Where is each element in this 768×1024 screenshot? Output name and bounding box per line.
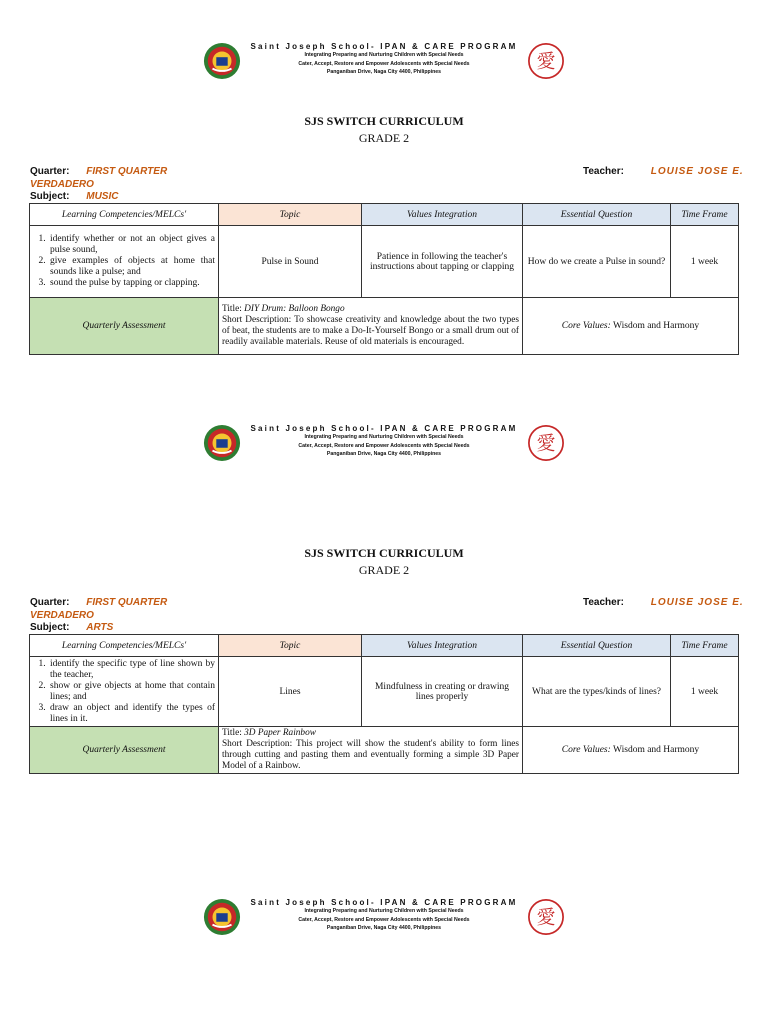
header-line-1: Integrating Preparing and Nurturing Children with Special Needs	[304, 908, 464, 914]
teacher-name: LOUISE JOSE E.	[650, 166, 744, 177]
question-cell: How do we create a Pulse in sound?	[523, 226, 671, 298]
curriculum-table	[29, 203, 739, 355]
header-line-1: Integrating Preparing and Nurturing Children with Special Needs	[304, 434, 464, 440]
teacher-row	[583, 597, 744, 608]
table-header-row	[30, 204, 739, 226]
competency-item: 2. give examples of objects at home that sounds like a pulse; and	[48, 256, 215, 278]
subject-value: MUSIC	[86, 191, 119, 202]
question-cell: What are the types/kinds of lines?	[523, 657, 671, 727]
header-text	[250, 424, 518, 459]
grade-label: GRADE 2	[358, 131, 410, 145]
curriculum-table	[29, 634, 739, 774]
program-seal-logo	[527, 424, 565, 462]
competency-item: 1. identify whether or not an object gives a pulse sound,	[48, 234, 215, 256]
assessment-title: 3D Paper Rainbow	[244, 728, 316, 738]
teacher-surname: VERDADERO	[30, 179, 94, 190]
assessment-title-label: Title:	[222, 304, 242, 314]
header-text	[250, 42, 518, 77]
subject-label: Subject:	[30, 191, 70, 202]
assessment-cell	[219, 727, 523, 774]
col-header-values: Values Integration	[362, 204, 523, 226]
school-name: Saint Joseph School- IPAN & CARE PROGRAM	[250, 42, 518, 51]
school-header	[0, 424, 768, 484]
assessment-cell	[219, 298, 523, 355]
topic-cell: Lines	[219, 657, 362, 727]
header-line-2: Cater, Accept, Restore and Empower Adolescents with Special Needs	[298, 916, 470, 923]
competency-item: 3. sound the pulse by tapping or clapping.	[48, 278, 215, 289]
quarter-row	[30, 597, 167, 608]
curriculum-title: SJS SWITCH CURRICULUM	[304, 546, 464, 560]
svg-text:愛: 愛	[536, 906, 556, 929]
school-header	[0, 898, 768, 958]
core-values-value: Wisdom and Harmony	[613, 745, 700, 755]
col-header-competencies: Learning Competencies/MELCs'	[30, 635, 219, 657]
program-seal-logo	[527, 898, 565, 936]
competencies-cell	[30, 226, 219, 298]
core-values-value: Wisdom and Harmony	[613, 321, 700, 331]
teacher-label: Teacher:	[583, 597, 624, 608]
subject-value: ARTS	[86, 622, 114, 633]
quarter-value: FIRST QUARTER	[86, 597, 168, 608]
school-header	[0, 42, 768, 102]
quarter-row	[30, 166, 167, 177]
short-description-label: Short Description:	[222, 315, 292, 325]
school-seal-logo	[203, 424, 241, 462]
header-line-1: Integrating Preparing and Nurturing Children with Special Needs	[304, 52, 464, 58]
header-line-3: Panganiban Drive, Naga City 4400, Philippines	[326, 451, 442, 457]
teacher-name: LOUISE JOSE E.	[650, 597, 744, 608]
competency-item: 3. draw an object and identify the types of lines in it.	[48, 703, 215, 725]
competency-item: 2. show or give objects at home that contain lines; and	[48, 681, 215, 703]
time-cell: 1 week	[671, 226, 739, 298]
header-line-3: Panganiban Drive, Naga City 4400, Philippines	[326, 69, 442, 75]
core-values-cell	[523, 298, 739, 355]
assessment-title: DIY Drum: Balloon Bongo	[244, 304, 345, 314]
table-row	[30, 657, 739, 727]
core-values-cell	[523, 727, 739, 774]
quarter-label: Quarter:	[30, 597, 70, 608]
header-text	[250, 898, 518, 933]
assessment-row	[30, 298, 739, 355]
school-name: Saint Joseph School- IPAN & CARE PROGRAM	[250, 424, 518, 433]
core-values-label: Core Values:	[561, 745, 611, 755]
header-line-2: Cater, Accept, Restore and Empower Adolescents with Special Needs	[298, 60, 470, 67]
values-cell: Mindfulness in creating or drawing lines properly	[362, 657, 523, 727]
table-header-row	[30, 635, 739, 657]
time-cell: 1 week	[671, 657, 739, 727]
quarterly-assessment-label: Quarterly Assessment	[30, 298, 219, 355]
col-header-question: Essential Question	[523, 204, 671, 226]
col-header-competencies: Learning Competencies/MELCs'	[30, 204, 219, 226]
assessment-title-label: Title:	[222, 728, 242, 738]
school-name: Saint Joseph School- IPAN & CARE PROGRAM	[250, 898, 518, 907]
assessment-description: This project will show the student's ability to form lines through cutting and pasting them and eventually forming a simple 3D Paper Model of a Rainbow.	[222, 739, 520, 771]
header-line-3: Panganiban Drive, Naga City 4400, Philippines	[326, 925, 442, 931]
quarterly-assessment-label: Quarterly Assessment	[30, 727, 219, 774]
competency-item: 1. identify the specific type of line shown by the teacher,	[48, 659, 215, 681]
col-header-topic: Topic	[219, 204, 362, 226]
teacher-row	[583, 166, 744, 177]
quarter-label: Quarter:	[30, 166, 70, 177]
short-description-label: Short Description:	[222, 739, 293, 749]
table-row	[30, 226, 739, 298]
topic-cell: Pulse in Sound	[219, 226, 362, 298]
school-seal-logo	[203, 898, 241, 936]
subject-row	[30, 191, 118, 202]
assessment-description: To showcase creativity and knowledge about the two types of beat, the students are to make a Do-It-Yourself Bongo or a small drum out of readily available materials. Reuse of old materials is encouraged.	[222, 315, 519, 347]
program-seal-logo	[527, 42, 565, 80]
school-seal-logo	[203, 42, 241, 80]
curriculum-title: SJS SWITCH CURRICULUM	[304, 114, 464, 128]
col-header-time: Time Frame	[671, 204, 739, 226]
core-values-label: Core Values:	[561, 321, 611, 331]
values-cell: Patience in following the teacher's instructions about tapping or clapping	[362, 226, 523, 298]
col-header-question: Essential Question	[523, 635, 671, 657]
header-line-2: Cater, Accept, Restore and Empower Adolescents with Special Needs	[298, 442, 470, 449]
assessment-row	[30, 727, 739, 774]
grade-label: GRADE 2	[358, 563, 410, 577]
svg-text:愛: 愛	[536, 50, 556, 73]
col-header-time: Time Frame	[671, 635, 739, 657]
teacher-label: Teacher:	[583, 166, 624, 177]
col-header-topic: Topic	[219, 635, 362, 657]
competencies-cell	[30, 657, 219, 727]
svg-text:愛: 愛	[536, 432, 556, 455]
quarter-value: FIRST QUARTER	[86, 166, 168, 177]
teacher-surname: VERDADERO	[30, 610, 94, 621]
col-header-values: Values Integration	[362, 635, 523, 657]
subject-label: Subject:	[30, 622, 70, 633]
subject-row	[30, 622, 113, 633]
